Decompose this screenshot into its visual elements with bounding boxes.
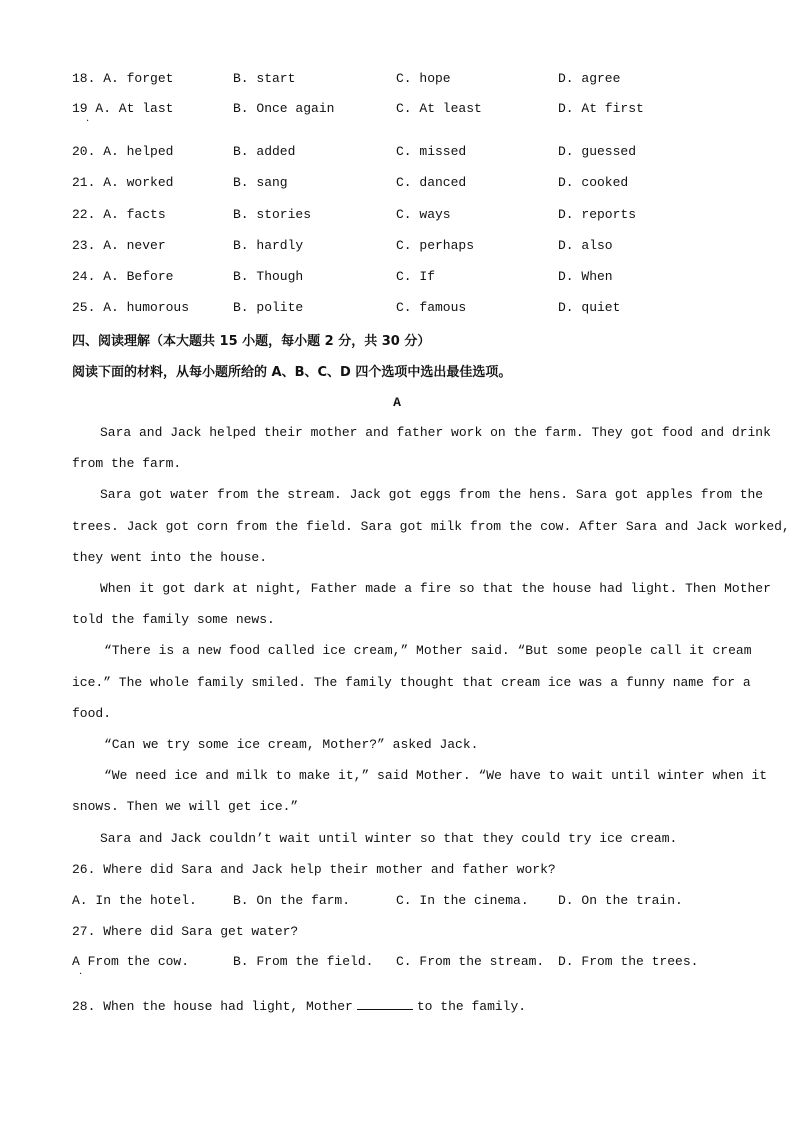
passage-line: ice.” The whole family smiled. The family thought that cream ice was a funny name for a (72, 675, 751, 690)
question-28-end: to the family. (416, 999, 527, 1014)
stray-dot-mark: · (86, 116, 90, 127)
passage-line: Sara and Jack couldn’t wait until winter so that they could try ice cream. (100, 831, 678, 846)
passage-line: “We need ice and milk to make it,” said Mother. “We have to wait until winter when it (104, 768, 768, 783)
option-c: C. hope (396, 71, 451, 86)
option-d: D. At first (558, 101, 644, 116)
passage-line: from the farm. (72, 456, 182, 471)
option-b: B. polite (233, 300, 304, 315)
option-row-25 (72, 300, 732, 318)
option-b: B. On the farm. (233, 893, 351, 908)
option-d: D. reports (558, 207, 637, 222)
option-row-20 (72, 144, 732, 162)
option-b: B. start (233, 71, 296, 86)
option-b: B. hardly (233, 238, 304, 253)
option-c: C. danced (396, 175, 467, 190)
option-a: A. In the hotel. (72, 893, 197, 908)
option-c: C. famous (396, 300, 467, 315)
question-26-options (72, 893, 732, 911)
option-a: 19 A. At last (72, 101, 174, 116)
option-d: D. also (558, 238, 613, 253)
option-a: 25. A. humorous (72, 300, 190, 315)
option-c: C. If (396, 269, 436, 284)
option-c: C. At least (396, 101, 482, 116)
stray-dot-mark: · (79, 969, 83, 980)
option-c: C. In the cinema. (396, 893, 529, 908)
option-a: 22. A. facts (72, 207, 166, 222)
passage-line: snows. Then we will get ice.” (72, 799, 299, 814)
option-d: D. From the trees. (558, 954, 699, 969)
passage-line: told the family some news. (72, 612, 275, 627)
question-27-options (72, 954, 732, 972)
passage-line: they went into the house. (72, 550, 268, 565)
question-28-stem: 28. When the house had light, Mother (72, 999, 353, 1014)
question-27: 27. Where did Sara get water? (72, 924, 299, 939)
option-b: B. stories (233, 207, 312, 222)
passage-line: When it got dark at night, Father made a fire so that the house had light. Then Mother (100, 581, 771, 596)
option-c: C. perhaps (396, 238, 475, 253)
option-row-24 (72, 269, 732, 287)
option-c: C. ways (396, 207, 451, 222)
option-c: C. missed (396, 144, 467, 159)
option-c: C. From the stream. (396, 954, 545, 969)
option-a: 23. A. never (72, 238, 166, 253)
option-row-23 (72, 238, 732, 256)
option-a: 24. A. Before (72, 269, 174, 284)
option-row-21 (72, 175, 732, 193)
answer-blank (357, 997, 413, 1010)
passage-title: A (393, 395, 401, 410)
question-28 (72, 997, 526, 1014)
section-heading: 四、阅读理解（本大题共 15 小题，每小题 2 分，共 30 分） (72, 334, 431, 349)
option-d: D. quiet (558, 300, 621, 315)
passage-line: Sara and Jack helped their mother and father work on the farm. They got food and drink (100, 425, 771, 440)
option-a: A From the cow. (72, 954, 190, 969)
option-d: D. On the train. (558, 893, 683, 908)
section-instruction: 阅读下面的材料，从每小题所给的 A、B、C、D 四个选项中选出最佳选项。 (72, 365, 512, 380)
option-d: D. agree (558, 71, 621, 86)
option-row-19 (72, 101, 732, 119)
option-b: B. From the field. (233, 954, 374, 969)
question-26: 26. Where did Sara and Jack help their mother and father work? (72, 862, 556, 877)
option-a: 20. A. helped (72, 144, 174, 159)
passage-line: Sara got water from the stream. Jack got eggs from the hens. Sara got apples from the (100, 487, 764, 502)
passage-line: “There is a new food called ice cream,” Mother said. “But some people call it cream (104, 643, 752, 658)
option-row-22 (72, 207, 732, 225)
option-a: 21. A. worked (72, 175, 174, 190)
option-b: B. added (233, 144, 296, 159)
option-d: D. When (558, 269, 613, 284)
option-b: B. Once again (233, 101, 335, 116)
option-d: D. cooked (558, 175, 629, 190)
passage-line: “Can we try some ice cream, Mother?” asked Jack. (104, 737, 479, 752)
passage-line: food. (72, 706, 112, 721)
option-b: B. sang (233, 175, 288, 190)
option-d: D. guessed (558, 144, 637, 159)
passage-line: trees. Jack got corn from the field. Sara got milk from the cow. After Sara and Jack worked, (72, 519, 790, 534)
option-b: B. Though (233, 269, 304, 284)
option-row-18 (72, 71, 732, 89)
option-a: 18. A. forget (72, 71, 174, 86)
